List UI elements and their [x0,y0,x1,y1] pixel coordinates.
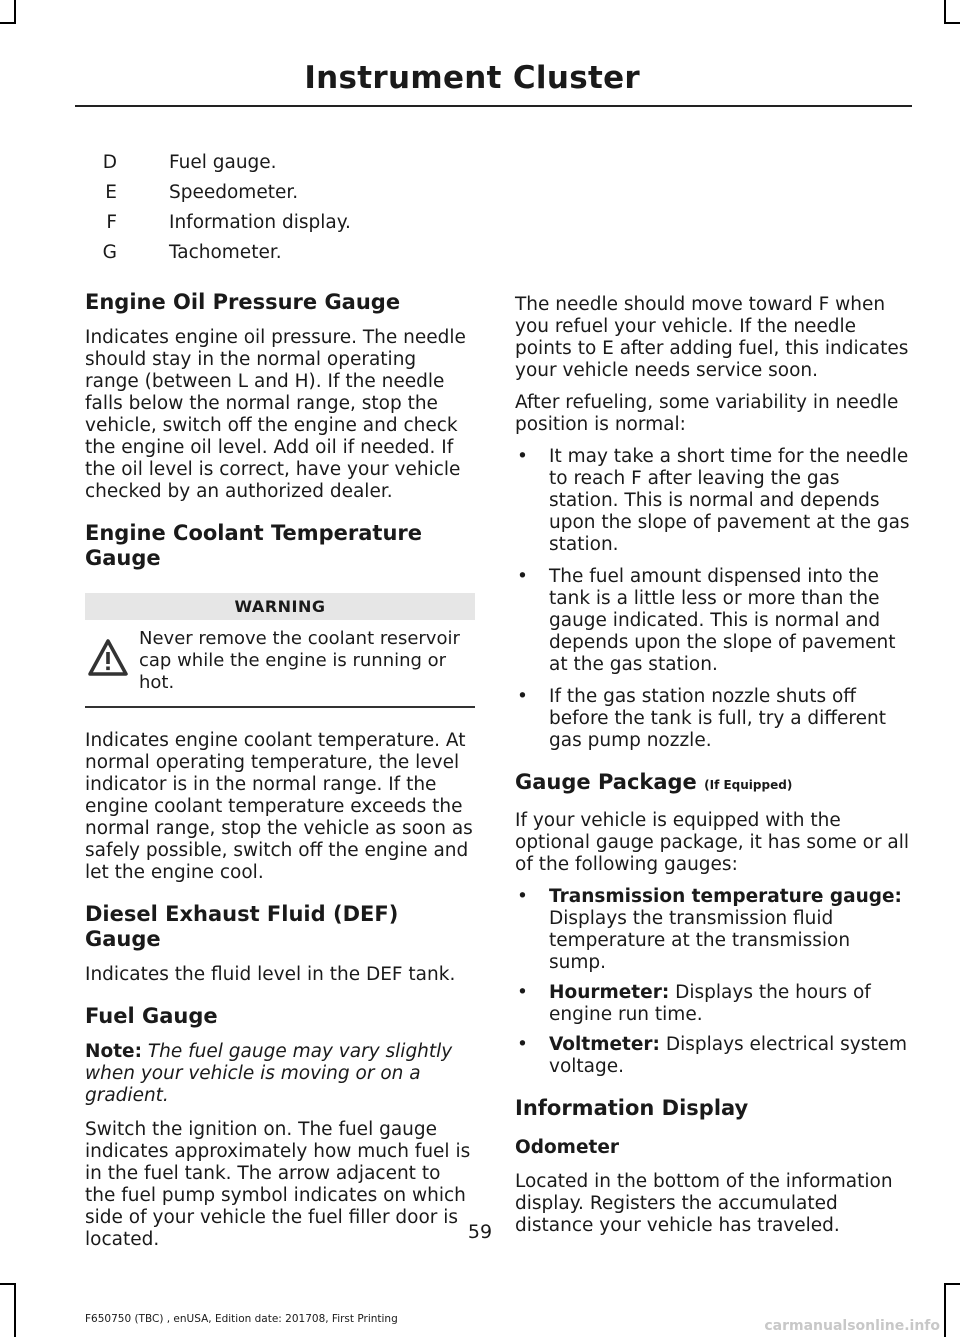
oil-pressure-text: Indicates engine oil pressure. The needle should stay in the normal operating range (between L and H). If the needle falls below the normal range, stop the vehicle, switch off the engine and check the engine oil level. Add oil if needed. If the oil level is correct, have your vehicle checked by an authorized dealer. [85,327,466,502]
legend-label: Information display. [169,212,351,233]
legend-label: Fuel gauge. [169,152,277,173]
gauge-desc: Displays the hours of engine run time. [549,982,871,1025]
gauge-package-title: Gauge Package [515,770,697,794]
crop-mark-bottom-left-h [0,1283,16,1285]
warning-triangle-icon [87,638,129,678]
coolant-heading: Engine Coolant Temperature Gauge [85,521,423,570]
note-label: Note: [85,1041,142,1062]
crop-mark-top-right-h [944,22,960,24]
legend-key: G [102,242,117,263]
variability-intro: After refueling, some variability in needle position is normal: [515,392,899,435]
warning-box [85,593,475,708]
crop-mark-top-left [14,0,16,22]
crop-mark-bottom-left [14,1283,16,1337]
def-heading: Diesel Exhaust Fluid (DEF) Gauge [85,902,399,951]
left-column [85,152,475,1251]
oil-pressure-heading: Engine Oil Pressure Gauge [85,290,401,314]
legend-label: Tachometer. [169,242,282,263]
fuel-heading: Fuel Gauge [85,1004,218,1028]
def-text: Indicates the fluid level in the DEF tank. [85,964,456,985]
legend-key: E [105,182,117,203]
gauge-package-intro: If your vehicle is equipped with the optional gauge package, it has some or all of the following gauges: [515,810,910,875]
warning-body [85,620,475,708]
header-divider [75,105,912,107]
gauge-term: Transmission temperature gauge: [549,886,902,907]
odometer-text: Located in the bottom of the information display. Registers the accumulated distance your vehicle has traveled. [515,1171,893,1236]
crop-mark-bottom-right [944,1283,946,1337]
crop-mark-top-right [944,0,946,22]
page-number: 59 [467,1221,493,1243]
gauge-desc: Displays the transmission fluid temperature at the transmission sump. [549,908,851,973]
bullet-icon: • [517,1034,528,1055]
gauge-list [515,886,910,1078]
legend-item [85,152,475,174]
if-equipped-tag: (If Equipped) [704,778,793,792]
bullet-icon: • [517,886,528,907]
note-text: The fuel gauge may vary slightly when your vehicle is moving or on a gradient. [85,1041,453,1106]
bullet-icon: • [517,982,528,1003]
bullet-icon: • [517,566,528,587]
watermark: carmanualsonline.info [764,1318,940,1334]
warning-title: WARNING [85,593,475,620]
crop-mark-top-left-h [0,22,16,24]
legend-key: D [102,152,117,173]
warning-text: Never remove the coolant reservoir cap while the engine is running or hot. [139,628,460,693]
legend-key: F [106,212,117,233]
coolant-text: Indicates engine coolant temperature. At normal operating temperature, the level indicator is in the normal range. If the engine coolant temperature exceeds the normal range, stop the vehicle as soon as safely possible, switch off the engine and let the engine cool. [85,730,473,883]
crop-mark-bottom-right-h [944,1283,960,1285]
needle-text: The needle should move toward F when you refuel your vehicle. If the needle points to E after adding fuel, this indicates your vehicle needs service soon. [515,294,909,381]
legend-item [85,242,475,264]
gauge-desc: Displays electrical system voltage. [549,1034,908,1077]
list-item [515,566,910,676]
bullet-icon: • [517,446,528,467]
odometer-heading: Odometer [515,1137,620,1158]
list-item-text: If the gas station nozzle shuts off before the tank is full, try a different gas pump nozzle. [549,686,886,751]
gauge-package-heading [515,770,910,798]
legend-list [85,152,475,264]
fuel-bullet-list [515,446,910,752]
info-display-heading: Information Display [515,1096,749,1120]
gauge-term: Voltmeter: [549,1034,660,1055]
list-item [515,886,910,974]
footer-text: F650750 (TBC) , enUSA, Edition date: 201708, First Printing [85,1313,398,1325]
list-item [515,1034,910,1078]
legend-item [85,182,475,204]
page-title: Instrument Cluster [304,60,640,96]
list-item-text: It may take a short time for the needle to reach F after leaving the gas station. This is normal and depends upon the slope of pavement at the gas station. [549,446,910,555]
gauge-term: Hourmeter: [549,982,670,1003]
list-item [515,686,910,752]
legend-label: Speedometer. [169,182,299,203]
fuel-note [85,1041,475,1107]
right-column [515,294,910,1237]
list-item-text: The fuel amount dispensed into the tank is a little less or more than the gauge indicated. This is normal and depends upon the slope of pavement at the gas station. [549,566,896,675]
legend-item [85,212,475,234]
fuel-text: Switch the ignition on. The fuel gauge indicates approximately how much fuel is in the fuel tank. The arrow adjacent to the fuel pump symbol indicates on which side of your vehicle the fuel filler door is located. [85,1119,471,1250]
list-item [515,982,910,1026]
bullet-icon: • [517,686,528,707]
list-item [515,446,910,556]
